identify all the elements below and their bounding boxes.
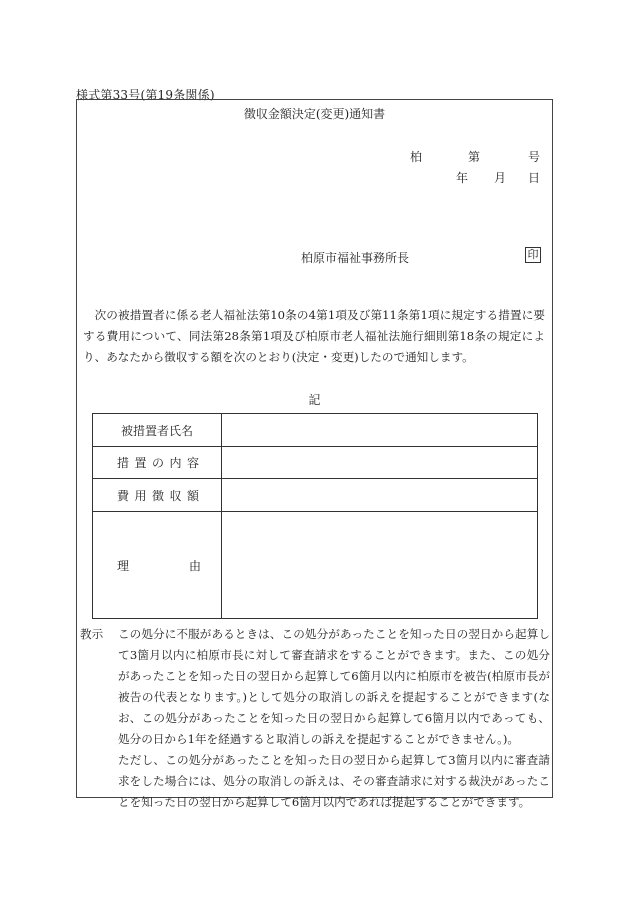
label-char: 措 xyxy=(117,456,130,470)
reference-prefix: 柏 xyxy=(410,150,423,164)
label-char: 用 xyxy=(134,488,147,503)
sender-name: 柏原市福祉事務所長 xyxy=(301,251,410,265)
notice-line-1: この処分に不服があるときは、この処分があったことを知った日の翌日から起算して3箇月以内に柏原市長に対して審査請求をすることができます。また、この処分があったことを知った日の翌日から起算して6箇月以内に柏原市を被告(柏原市長が被告の代表となります。)として処分の取消しの訴えを提起することができます(なお、この処分があったことを知った日の翌日から起算して6箇月以内であっても、処分の日から1年を経過すると取消しの訴えを提起することができません。)。 xyxy=(118,627,550,746)
table-row-fee-amount xyxy=(93,479,538,512)
value-reason[interactable] xyxy=(222,512,538,619)
label-reason-text xyxy=(93,557,221,574)
label-fee-amount xyxy=(93,479,222,512)
value-measure-content[interactable] xyxy=(222,447,538,479)
value-fee-amount[interactable] xyxy=(222,479,538,512)
notice-text xyxy=(118,624,550,813)
label-char: 額 xyxy=(186,488,199,503)
label-measure-content xyxy=(93,447,222,479)
label-char: の xyxy=(151,456,164,470)
form-number: 様式第33号(第19条関係) xyxy=(76,88,215,102)
table-row-reason xyxy=(93,512,538,619)
reference-go: 号 xyxy=(528,150,541,164)
label-reason xyxy=(93,512,222,619)
label-char: 由 xyxy=(188,558,201,573)
reference-dai: 第 xyxy=(468,150,481,164)
label-char: 内 xyxy=(169,456,182,470)
value-insured-name[interactable] xyxy=(222,414,538,447)
body-paragraph-text: 次の被措置者に係る老人福祉法第10条の4第1項及び第11条第1項に規定する措置に要する費用について、同法第28条第1項及び柏原市老人福祉法施行細則第18条の規定により、あなたから徴収する額を次のとおり(決定・変更)したので通知します。 xyxy=(83,308,545,364)
document-title: 徴収金額決定(変更)通知書 xyxy=(243,107,386,121)
date-day: 日 xyxy=(528,171,541,185)
detail-table xyxy=(92,413,538,619)
label-char: 徴 xyxy=(151,488,164,503)
notice-line-2: ただし、この処分があったことを知った日の翌日から起算して3箇月以内に審査請求をした場合には、処分の取消しの訴えは、その審査請求に対する裁決があったことを知った日の翌日から起算して6箇月以内であれば提起することができます。 xyxy=(118,753,550,809)
table-row-insured-name xyxy=(93,414,538,447)
seal-mark: 印 xyxy=(525,247,541,263)
label-char: 費 xyxy=(117,488,130,503)
ki-heading: 記 xyxy=(308,393,321,407)
label-char: 容 xyxy=(186,456,199,470)
label-char: 収 xyxy=(169,488,182,503)
label-insured-name xyxy=(93,414,222,447)
notice-label: 教示 xyxy=(80,627,104,641)
date-year: 年 xyxy=(456,171,469,185)
label-char: 置 xyxy=(134,456,147,470)
label-insured-name-text: 被措置者氏名 xyxy=(120,423,193,438)
date-month: 月 xyxy=(494,171,507,185)
table-row-measure-content xyxy=(93,447,538,479)
label-measure-content-text xyxy=(93,454,221,471)
body-paragraph xyxy=(83,305,545,368)
label-fee-amount-text xyxy=(93,487,221,504)
label-char: 理 xyxy=(117,558,130,573)
